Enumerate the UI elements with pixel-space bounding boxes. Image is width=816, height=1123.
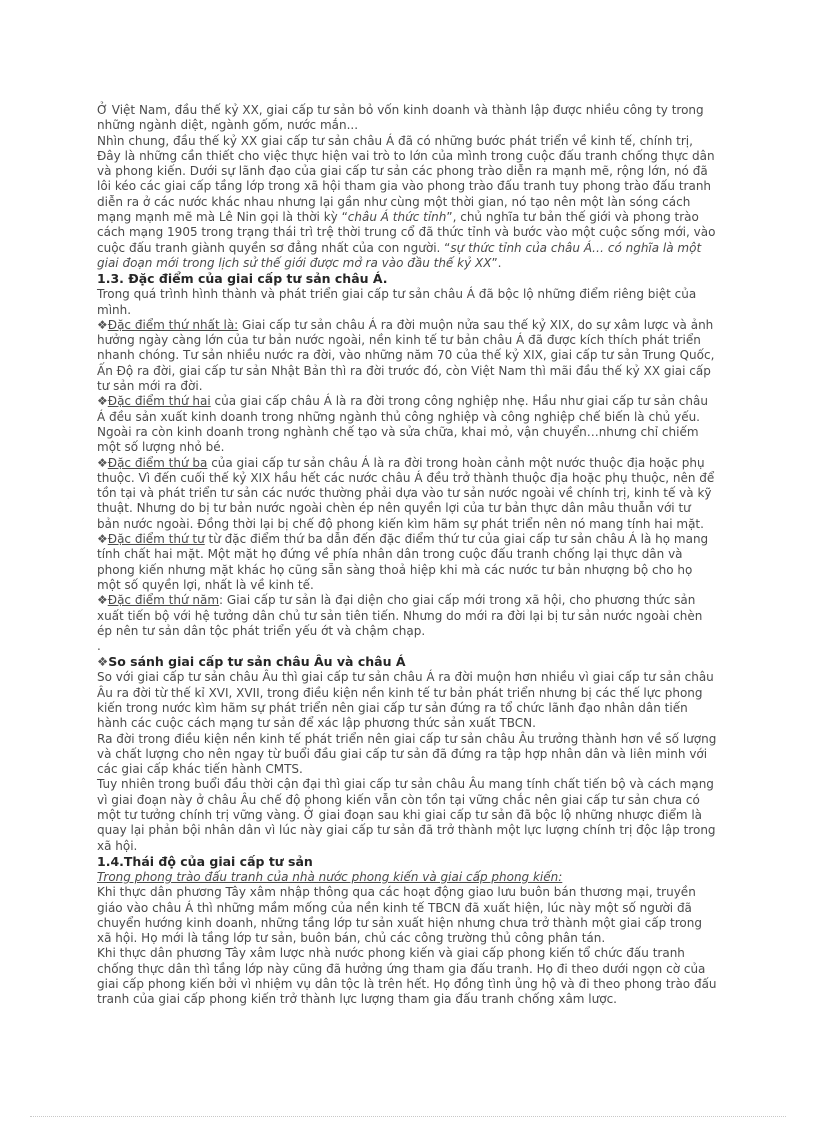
feature-label: Đặc điểm thứ tư xyxy=(107,532,205,547)
paragraph-intro: Trong quá trình hình thành và phát triển giai cấp tư sản châu Á đã bộc lộ những điểm riêng biệt của mình. xyxy=(97,287,697,317)
diamond-bullet-icon: ❖ xyxy=(97,593,108,608)
diamond-bullet-icon: ❖ xyxy=(97,654,109,670)
subheading-attitude: Trong phong trào đấu tranh của nhà nước phong kiến và giai cấp phong kiến: xyxy=(97,869,563,884)
feature-1 xyxy=(97,318,717,394)
paragraph-compare-2: Ra đời trong điều kiện nền kinh tế phát triển nên giai cấp tư sản châu Âu trưởng thành hơn về số lượng và chất lượng cho nên ngay từ buổi đầu giai cấp tư sản đã đứng ra tập hợp nhân dân và liên minh với các giai cấp khác tiến hành CMTS. xyxy=(97,731,717,777)
quote-italic: châu Á thức tỉnh xyxy=(347,210,447,225)
feature-text: từ đặc điểm thứ ba dẫn đến đặc điểm thứ tư của giai cấp tư sản châu Á là họ mang tính chất hai mặt. Một mặt họ đứng về phía nhân dân trong cuộc đấu tranh chống lại thực dân và phong kiến nhưng mặt khác họ cũng sẵn sàng thoả hiệp khi mà các nước tư bản nhượng bộ cho họ một số quyền lợi, nhất là về kinh tế. xyxy=(97,532,709,592)
heading-1-3: 1.3. Đặc điểm của giai cấp tư sản châu Á. xyxy=(97,271,388,287)
diamond-bullet-icon: ❖ xyxy=(97,532,108,547)
feature-3 xyxy=(97,456,717,532)
feature-2 xyxy=(97,394,717,455)
text-run: ”, chủ nghĩa tư bản thế giới và phong trào cách mạng 1905 trong trạng thái trì trệ thời trung cổ đã thức tỉnh và bước vào một cuộc sống mới, vào cuộc đấu tranh giành quyền sơ đẳng nhất của con người. “ xyxy=(97,210,716,255)
feature-text: của giai cấp tư sản châu Á là ra đời trong hoàn cảnh một nước thuộc địa hoặc phụ thuộc. Vì đến cuối thế kỷ XIX hầu hết các nước châu Á đều trở thành thuộc địa hoặc phụ thuộc, nên để tồn tại và phát triển tư sản các nước thường phải dựa vào tư sản nước ngoài về chính trị, kinh tế và kỹ thuật. Nhưng do bị tư bản nước ngoài chèn ép nên quyền lợi của tư bản thực dân mâu thuẫn với tư bản nước ngoài. Đồng thời lại bị chế độ phong kiến kìm hãm sự phát triển nên nó mang tính hai mặt. xyxy=(97,455,715,531)
heading-comparison xyxy=(97,654,717,670)
feature-label: Đặc điểm thứ ba xyxy=(107,455,208,470)
paragraph-overview xyxy=(97,134,717,272)
paragraph-attitude-1: Khi thực dân phương Tây xâm nhập thông qua các hoạt động giao lưu buôn bán thương mại, truyền giáo vào châu Á thì những mầm mống của nền kinh tế TBCN đã xuất hiện, lúc này một số người đã chuyển hướng kinh doanh, những tầng lớp tư sản xuất hiện nhưng chưa trở thành một giai cấp trong xã hội. Họ mới là tầng lớp tư sản, buôn bán, chủ các công trường thủ công phân tán. xyxy=(97,885,702,946)
document-page xyxy=(97,103,717,1008)
paragraph-compare-3: Tuy nhiên trong buổi đầu thời cận đại thì giai cấp tư sản châu Âu mang tính chất tiến bộ và cách mạng vì giai đoạn này ở châu Âu chế độ phong kiến vẫn còn tồn tại vững chắc nên giai cấp tư sản chưa có một tư tưởng chính trị vững vàng. Ở giai đoạn sau khi giai cấp tư sản đã bộc lộ những nhược điểm là quay lại phản bội nhân dân vì lúc này giai cấp tư sản đã trở thành một lực lượng chính trị độc lập trong xã hội. xyxy=(97,777,716,853)
feature-text: Giai cấp tư sản châu Á ra đời muộn nửa sau thế kỷ XIX, do sự xâm lược và ảnh hưởng ngày càng lớn của tư bản nước ngoài, nền kinh tế tư bản châu Á đã được kích thích phát triển nhanh chóng. Tư sản nhiều nước ra đời, vào những năm 70 của thế kỷ XIX, giai cấp tư sản Trung Quốc, Ấn Độ ra đời, giai cấp tư sản Nhật Bản thì ra đời trước đó, còn Việt Nam thì mãi đầu thế kỷ XX giai cấp tư sản mới ra đời. xyxy=(97,317,715,394)
diamond-bullet-icon: ❖ xyxy=(97,317,108,332)
feature-text: : Giai cấp tư sản là đại diện cho giai cấp mới trong xã hội, cho phương thức sản xuất tiến bộ với hệ tưởng dân chủ tư sản tiên tiến. Nhưng do mới ra đời lại bị tư sản nước ngoài chèn ép nên tư sản dân tộc phát triển yếu ớt và chậm chạp. xyxy=(97,593,703,638)
page-bottom-divider xyxy=(30,1116,786,1117)
text-run: Nhìn chung, đầu thế kỷ XX giai cấp tư sản châu Á đã có những bước phát triển về kinh tế, chính trị, Đây là những cần thiết cho việc thực hiện vai trò to lớn của mình trong cuộc đấu tranh chống thực dân và phong kiến. Dưới sự lãnh đạo của giai cấp tư sản các phong trào diễn ra mạnh mẽ, rộng lớn, nó đã lôi kéo các giai cấp tầng lớp trong xã hội tham gia vào phong trào đấu tranh tuy phong trào đấu tranh diễn ra ở các nước khác nhau nhưng lại gần như cùng một thời gian, nó tạo nên một làn sóng cách mạng mạnh mẽ mà Lê Nin gọi là thời kỳ “ xyxy=(97,133,715,225)
feature-label: Đặc điểm thứ nhất là: xyxy=(107,317,239,332)
heading-1-4: 1.4.Thái độ của giai cấp tư sản xyxy=(97,853,313,869)
paragraph-vietnam: Ở Việt Nam, đầu thế kỷ XX, giai cấp tư sản bỏ vốn kinh doanh và thành lập được nhiều công ty trong những ngành diệt, ngành gốm, nước mắn... xyxy=(97,103,704,133)
text-run: ”. xyxy=(491,255,502,270)
paragraph-compare-1: So với giai cấp tư sản châu Âu thì giai cấp tư sản châu Á ra đời muộn hơn nhiều vì giai cấp tư sản châu Âu ra đời từ thế kỉ XVI, XVII, trong điều kiện nền kinh tế tư bản phát triển nhưng bị các thế lực phong kiến trong nước kìm hãm sự phát triển nên giai cấp tư sản đứng ra tổ chức lãnh đạo nhân dân tiến hành các cuộc cách mạng tư sản để xác lập phương thức sản xuất TBCN. xyxy=(97,670,714,731)
quote-italic: sự thức tỉnh của châu Á… có nghĩa là một giai đoạn mới trong lịch sử thế giới được mở ra vào đầu thế kỷ XX xyxy=(97,240,702,270)
heading-text: So sánh giai cấp tư sản châu Âu và châu Á xyxy=(108,654,406,670)
paragraph-attitude-2: Khi thực dân phương Tây xâm lược nhà nước phong kiến và giai cấp phong kiến tổ chức đấu tranh chống thực dân thì tầng lớp này cũng đã hưởng ứng tham gia đấu tranh. Họ đi theo dưới ngọn cờ của giai cấp phong kiến bởi vì nhiệm vụ dân tộc là trên hết. Họ đồng tình ủng hộ và đi theo phong trào đấu tranh của giai cấp phong kiến trở thành lực lượng tham gia đấu tranh chống xâm lược. xyxy=(97,946,717,1007)
feature-label: Đặc điểm thứ hai xyxy=(107,394,211,409)
feature-text: của giai cấp châu Á là ra đời trong công nghiệp nhẹ. Hầu như giai cấp tư sản châu Á đều sản xuất kinh doanh trong những ngành thủ công nghiệp và công nghiệp chế biến là chủ yếu. Ngoài ra còn kinh doanh trong nghành chế tạo và sửa chữa, khai mỏ, vận chuyển…nhưng chỉ chiếm một số lượng nhỏ bé. xyxy=(97,394,708,455)
feature-label: Đặc điểm thứ năm xyxy=(107,593,220,608)
diamond-bullet-icon: ❖ xyxy=(97,394,108,409)
feature-4 xyxy=(97,532,717,593)
feature-5 xyxy=(97,593,717,639)
stray-dot: . xyxy=(97,639,101,654)
diamond-bullet-icon: ❖ xyxy=(97,455,108,470)
